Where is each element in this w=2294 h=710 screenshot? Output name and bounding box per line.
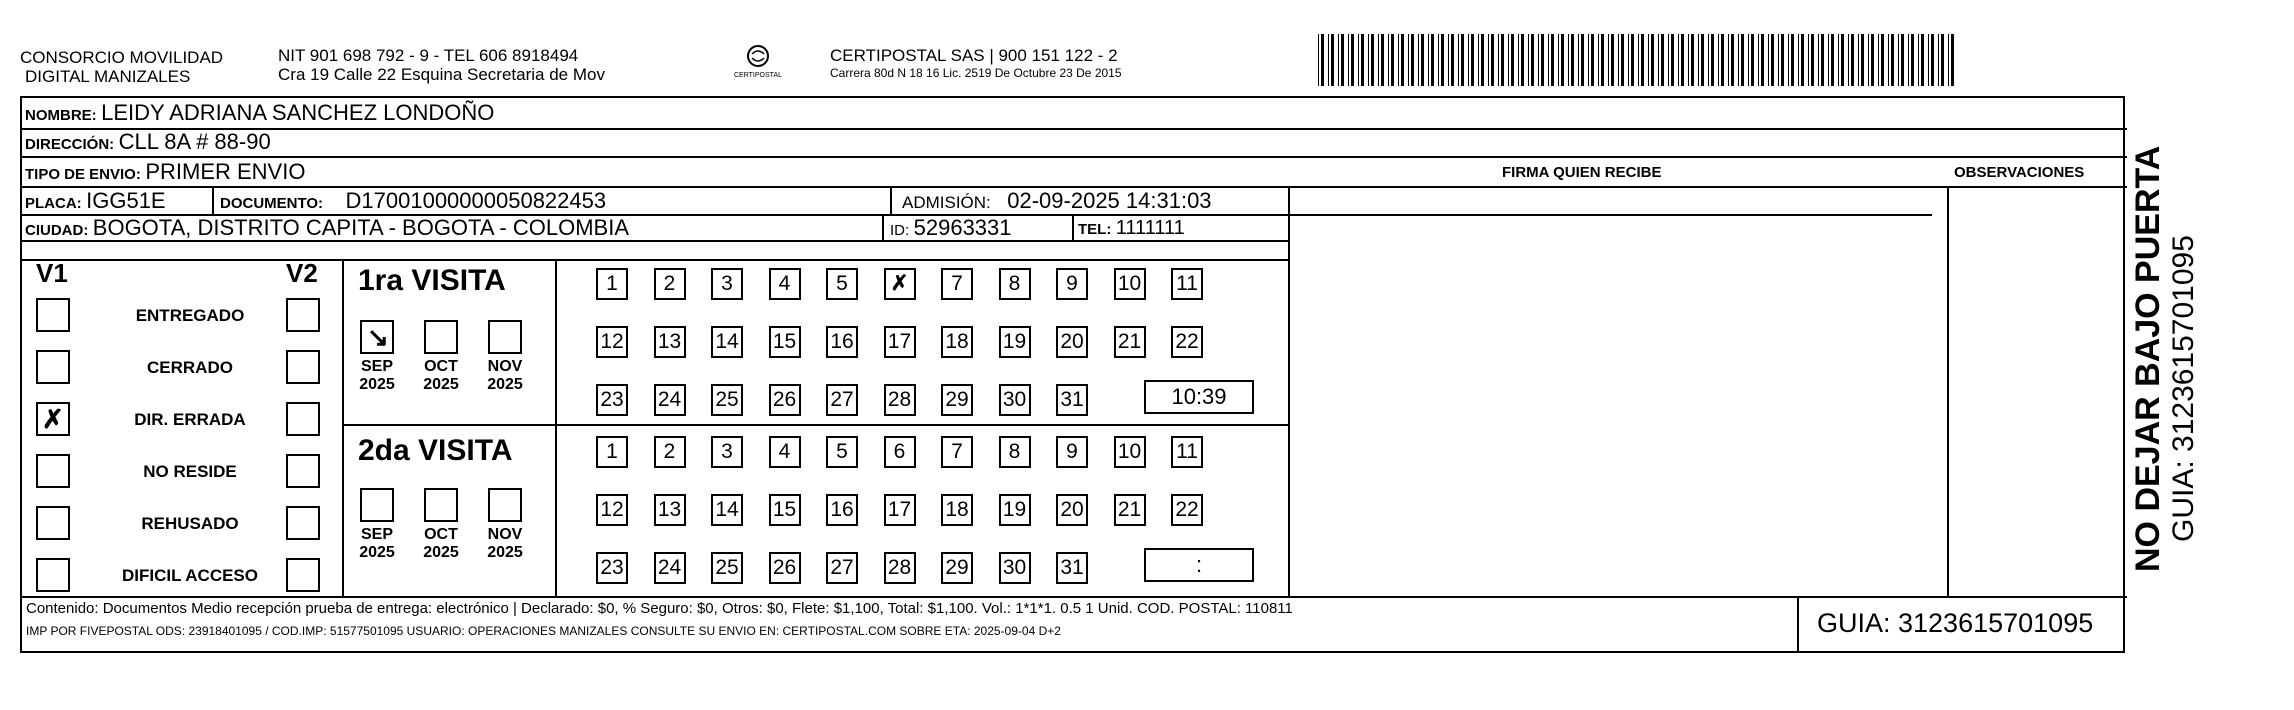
documento-value: D17001000000050822453 [345, 188, 607, 213]
side-warning: NO DEJAR BAJO PUERTA [2129, 145, 2167, 572]
barcode-bar [1431, 34, 1434, 86]
barcode-bar [1661, 34, 1664, 86]
visit1-title: 1ra VISITA [358, 264, 506, 297]
courier-line: CERTIPOSTAL SAS | 900 151 122 - 2 [830, 46, 1118, 65]
barcode-bar [1408, 34, 1409, 86]
month-year: 2025 [359, 376, 395, 393]
day-checkbox[interactable]: 23 [596, 552, 628, 584]
month-label [480, 526, 530, 562]
barcode-bar [1908, 34, 1909, 86]
barcode-bar [1838, 34, 1839, 86]
day-checkbox[interactable]: 29 [941, 552, 973, 584]
nombre-row [25, 100, 494, 129]
day-checkbox[interactable]: 27 [826, 552, 858, 584]
documento-label: DOCUMENTO: [220, 195, 324, 212]
barcode-bar [1458, 34, 1459, 86]
firma-header [1502, 160, 1661, 186]
day-checkbox[interactable]: 30 [999, 384, 1031, 416]
barcode-bar [1418, 34, 1419, 86]
v1-checkbox[interactable] [36, 506, 70, 540]
barcode-bar [1671, 34, 1674, 86]
month-label [416, 358, 466, 394]
direccion-row [25, 129, 271, 158]
tel-value: 1111111 [1115, 217, 1185, 239]
month-year: 2025 [423, 376, 459, 393]
side-guia: GUIA: 3123615701095 [2167, 235, 2200, 542]
barcode-bar [1831, 34, 1834, 86]
day-checkbox[interactable]: 16 [826, 326, 858, 358]
day-checkbox[interactable]: 7 [941, 436, 973, 468]
day-checkbox[interactable]: 10 [1114, 268, 1146, 300]
barcode-bar [1868, 34, 1869, 86]
barcode-bar [1638, 34, 1639, 86]
barcode-bar [1438, 34, 1439, 86]
barcode-bar [1828, 34, 1829, 86]
day-checkbox[interactable]: 5 [826, 268, 858, 300]
courier-info [830, 46, 1122, 81]
barcode-bar [1481, 34, 1484, 86]
barcode-bar [1871, 34, 1874, 86]
barcode-bar [1578, 34, 1579, 86]
month-checkbox[interactable] [424, 320, 458, 354]
day-checkbox[interactable]: 11 [1171, 436, 1203, 468]
direccion-value: CLL 8A # 88-90 [118, 129, 271, 154]
day-checkbox[interactable]: 24 [654, 552, 686, 584]
barcode-bar [1911, 34, 1914, 86]
day-checkbox[interactable]: 19 [999, 494, 1031, 526]
day-checkbox[interactable]: 22 [1171, 326, 1203, 358]
barcode-bar [1761, 34, 1764, 86]
barcode-bar [1371, 34, 1374, 86]
barcode-bar [1338, 34, 1339, 86]
day-checkbox[interactable]: 19 [999, 326, 1031, 358]
documento-row [220, 188, 606, 217]
admision-row [902, 188, 1212, 217]
barcode-bar [1511, 34, 1514, 86]
tipo-row [25, 159, 305, 188]
company-name [20, 48, 223, 86]
side-text [2128, 92, 2200, 572]
barcode-bar [1568, 34, 1569, 86]
barcode-bar [1471, 34, 1474, 86]
month-label [352, 358, 402, 394]
barcode-bar [1888, 34, 1889, 86]
barcode-bar [1601, 34, 1604, 86]
day-checkbox[interactable]: 4 [769, 268, 801, 300]
month-name: NOV [487, 526, 523, 543]
day-checkbox[interactable]: 12 [596, 326, 628, 358]
barcode-bar [1518, 34, 1519, 86]
v1-label: V1 [36, 258, 68, 288]
v2-checkbox[interactable] [286, 454, 320, 488]
day-checkbox[interactable]: 21 [1114, 494, 1146, 526]
barcode-bar [1758, 34, 1759, 86]
day-checkbox[interactable]: 16 [826, 494, 858, 526]
month-checkbox[interactable] [424, 488, 458, 522]
barcode-bar [1861, 34, 1864, 86]
delivery-form [20, 96, 2125, 653]
barcode-bar [1848, 34, 1849, 86]
nombre-label: NOMBRE: [25, 107, 97, 124]
firma-label: FIRMA QUIEN RECIBE [1502, 164, 1662, 181]
barcode-bar [1728, 34, 1729, 86]
barcode-bar [1571, 34, 1574, 86]
company-line-1: CONSORCIO MOVILIDAD [20, 48, 224, 67]
day-checkbox[interactable]: 9 [1056, 436, 1088, 468]
day-checkbox[interactable]: 1 [596, 268, 628, 300]
tel-row [1078, 215, 1185, 243]
day-checkbox[interactable]: 25 [711, 552, 743, 584]
day-checkbox[interactable]: 12 [596, 494, 628, 526]
day-checkbox[interactable]: 6 [884, 436, 916, 468]
month-year: 2025 [487, 376, 523, 393]
nit-line: NIT 901 698 792 - 9 - TEL 606 8918494 [278, 46, 579, 65]
v2-checkbox[interactable] [286, 298, 320, 332]
month-checkbox[interactable] [488, 488, 522, 522]
barcode [1318, 34, 1968, 86]
barcode-bar [1381, 34, 1384, 86]
day-checkbox[interactable]: 10 [1114, 436, 1146, 468]
day-checkbox[interactable]: 2 [654, 268, 686, 300]
day-checkbox[interactable]: 7 [941, 268, 973, 300]
day-checkbox[interactable]: 14 [711, 326, 743, 358]
barcode-bar [1631, 34, 1634, 86]
barcode-bar [1711, 34, 1714, 86]
address-line: Cra 19 Calle 22 Esquina Secretaria de Mov [278, 65, 605, 84]
barcode-bar [1561, 34, 1564, 86]
barcode-bar [1921, 34, 1924, 86]
barcode-bar [1681, 34, 1684, 86]
v1-checkbox[interactable] [36, 298, 70, 332]
barcode-bar [1521, 34, 1524, 86]
month-year: 2025 [359, 544, 395, 561]
day-checkbox[interactable]: 17 [884, 326, 916, 358]
barcode-bar [1941, 34, 1944, 86]
barcode-bar [1841, 34, 1844, 86]
day-checkbox[interactable]: 15 [769, 326, 801, 358]
barcode-bar [1361, 34, 1364, 86]
barcode-bar [1658, 34, 1659, 86]
barcode-bar [1608, 34, 1609, 86]
placa-row [25, 188, 166, 217]
barcode-bar [1918, 34, 1919, 86]
barcode-bar [1898, 34, 1899, 86]
day-checkbox[interactable]: 21 [1114, 326, 1146, 358]
tel-label: TEL: [1078, 221, 1112, 238]
barcode-bar [1551, 34, 1554, 86]
v1-checkbox[interactable] [36, 350, 70, 384]
status-option-label: REHUSADO [141, 514, 239, 533]
barcode-bar [1391, 34, 1394, 86]
barcode-bar [1878, 34, 1879, 86]
admision-value: 02-09-2025 14:31:03 [1007, 188, 1212, 213]
barcode-bar [1821, 34, 1824, 86]
barcode-bar [1731, 34, 1734, 86]
barcode-bar [1611, 34, 1614, 86]
placa-label: PLACA: [25, 195, 82, 212]
certipostal-logo [728, 42, 788, 86]
month-checkbox[interactable] [488, 320, 522, 354]
day-checkbox[interactable]: 11 [1171, 268, 1203, 300]
barcode-bar [1851, 34, 1854, 86]
check-mark-icon: ↘ [367, 322, 389, 352]
day-checkbox[interactable]: 28 [884, 384, 916, 416]
barcode-bar [1428, 34, 1429, 86]
barcode-bar [1738, 34, 1739, 86]
barcode-bar [1788, 34, 1789, 86]
barcode-bar [1541, 34, 1544, 86]
ciudad-row [25, 215, 629, 244]
id-row [890, 215, 1012, 244]
barcode-bar [1818, 34, 1819, 86]
observaciones-header [1954, 160, 2084, 186]
month-name: SEP [360, 358, 393, 375]
month-name: SEP [360, 526, 393, 543]
month-checkbox[interactable] [360, 488, 394, 522]
day-checkbox[interactable]: 25 [711, 384, 743, 416]
barcode-bar [1411, 34, 1414, 86]
barcode-bar [1808, 34, 1809, 86]
day-checkbox[interactable]: ✗ [884, 268, 916, 300]
barcode-bar [1741, 34, 1744, 86]
check-mark-icon: ✗ [42, 404, 64, 434]
barcode-bar [1528, 34, 1529, 86]
id-label: ID: [890, 222, 910, 239]
imp-line: IMP POR FIVEPOSTAL ODS: 23918401095 / COD.IMP: 51577501095 USUARIO: OPERACIONES MANIZALES CONSULTE SU ENVIO EN: CERTIPOSTAL.COM SOBRE ETA: 2025-09-04 D+2 [26, 624, 1061, 638]
barcode-bar [1791, 34, 1794, 86]
logo-icon [728, 42, 788, 86]
day-checkbox[interactable]: 13 [654, 494, 686, 526]
month-name: OCT [424, 526, 458, 543]
barcode-bar [1618, 34, 1619, 86]
v2-checkbox[interactable] [286, 402, 320, 436]
v2-checkbox[interactable] [286, 558, 320, 592]
v1-checkbox[interactable] [36, 558, 70, 592]
barcode-bar [1621, 34, 1624, 86]
barcode-bar [1358, 34, 1359, 86]
barcode-bar [1668, 34, 1669, 86]
barcode-bar [1538, 34, 1539, 86]
ciudad-value: BOGOTA, DISTRITO CAPITA - BOGOTA - COLOMBIA [92, 215, 629, 240]
barcode-bar [1488, 34, 1489, 86]
contenido-line: Contenido: Documentos Medio recepción prueba de entrega: electrónico | Declarado: $0, % Seguro: $0, Otros: $0, Flete: $1,100, Total: $1,100. Vol.: 1*1*1. 0.5 1 Unid. COD. POSTAL: 110811 [26, 600, 1293, 617]
day-checkbox[interactable]: 20 [1056, 326, 1088, 358]
v2-checkbox[interactable] [286, 350, 320, 384]
status-option-label: CERRADO [147, 358, 233, 377]
visit2-title: 2da VISITA [358, 434, 513, 467]
barcode-bar [1388, 34, 1389, 86]
barcode-bar [1331, 34, 1334, 86]
day-checkbox[interactable]: 14 [711, 494, 743, 526]
barcode-bar [1401, 34, 1404, 86]
month-label [480, 358, 530, 394]
barcode-bar [1581, 34, 1584, 86]
barcode-bar [1688, 34, 1689, 86]
barcode-bar [1368, 34, 1369, 86]
barcode-bar [1768, 34, 1769, 86]
barcode-bar [1328, 34, 1329, 86]
barcode-bar [1548, 34, 1549, 86]
day-checkbox[interactable]: 18 [941, 326, 973, 358]
barcode-bar [1751, 34, 1754, 86]
barcode-bar [1588, 34, 1589, 86]
barcode-bar [1801, 34, 1804, 86]
barcode-bar [1348, 34, 1349, 86]
barcode-bar [1708, 34, 1709, 86]
barcode-bar [1441, 34, 1444, 86]
barcode-bar [1881, 34, 1884, 86]
barcode-bar [1448, 34, 1449, 86]
barcode-bar [1781, 34, 1784, 86]
month-name: OCT [424, 358, 458, 375]
barcode-bar [1948, 34, 1949, 86]
v1-checkbox[interactable] [36, 454, 70, 488]
day-checkbox[interactable]: 15 [769, 494, 801, 526]
barcode-bar [1478, 34, 1479, 86]
barcode-bar [1721, 34, 1724, 86]
barcode-bar [1628, 34, 1629, 86]
day-checkbox[interactable]: 24 [654, 384, 686, 416]
day-checkbox[interactable]: 1 [596, 436, 628, 468]
day-checkbox[interactable]: 20 [1056, 494, 1088, 526]
barcode-bar [1951, 34, 1954, 86]
direccion-label: DIRECCIÓN: [25, 136, 115, 153]
barcode-bar [1451, 34, 1454, 86]
day-checkbox[interactable]: 29 [941, 384, 973, 416]
barcode-bar [1931, 34, 1934, 86]
barcode-bar [1718, 34, 1719, 86]
month-label [416, 526, 466, 562]
barcode-bar [1341, 34, 1344, 86]
company-line-2: DIGITAL MANIZALES [25, 67, 191, 86]
visit2-time[interactable]: : [1144, 548, 1254, 582]
nombre-value: LEIDY ADRIANA SANCHEZ LONDOÑO [101, 100, 495, 125]
day-checkbox[interactable]: 4 [769, 436, 801, 468]
barcode-bar [1771, 34, 1774, 86]
barcode-bar [1558, 34, 1559, 86]
v1-checkbox[interactable] [36, 402, 70, 436]
status-option-label: DIFICIL ACCESO [121, 566, 258, 585]
visit1-time[interactable]: 10:39 [1144, 380, 1254, 414]
barcode-bar [1498, 34, 1499, 86]
placa-value: IGG51E [86, 188, 166, 213]
admision-label: ADMISIÓN: [902, 193, 991, 212]
barcode-bar [1928, 34, 1929, 86]
day-checkbox[interactable]: 27 [826, 384, 858, 416]
observaciones-label: OBSERVACIONES [1954, 164, 2085, 181]
barcode-bar [1398, 34, 1399, 86]
barcode-bar [1811, 34, 1814, 86]
barcode-bar [1351, 34, 1354, 86]
barcode-bar [1318, 34, 1319, 86]
day-checkbox[interactable]: 17 [884, 494, 916, 526]
barcode-bar [1891, 34, 1894, 86]
status-option-label: DIR. ERRADA [134, 410, 246, 429]
v2-checkbox[interactable] [286, 506, 320, 540]
barcode-bar [1901, 34, 1904, 86]
status-option-label: NO RESIDE [143, 462, 237, 481]
ciudad-label: CIUDAD: [25, 222, 89, 239]
barcode-bar [1798, 34, 1799, 86]
day-checkbox[interactable]: 8 [999, 436, 1031, 468]
barcode-bar [1678, 34, 1679, 86]
day-checkbox[interactable]: 22 [1171, 494, 1203, 526]
day-checkbox[interactable]: 26 [769, 552, 801, 584]
day-checkbox[interactable]: 3 [711, 268, 743, 300]
barcode-bar [1501, 34, 1504, 86]
barcode-bar [1421, 34, 1424, 86]
barcode-bar [1491, 34, 1494, 86]
barcode-bar [1598, 34, 1599, 86]
day-checkbox[interactable]: 26 [769, 384, 801, 416]
courier-address: Carrera 80d N 18 16 Lic. 2519 De Octubre 23 De 2015 [830, 66, 1122, 80]
month-label [352, 526, 402, 562]
day-checkbox[interactable]: 28 [884, 552, 916, 584]
company-details [278, 46, 605, 84]
barcode-bar [1508, 34, 1509, 86]
barcode-bar [1531, 34, 1534, 86]
day-checkbox[interactable]: 31 [1056, 552, 1088, 584]
barcode-bar [1321, 34, 1324, 86]
barcode-bar [1858, 34, 1859, 86]
barcode-bar [1691, 34, 1694, 86]
barcode-bar [1698, 34, 1699, 86]
barcode-bar [1648, 34, 1649, 86]
tipo-value: PRIMER ENVIO [145, 159, 306, 184]
barcode-bar [1378, 34, 1379, 86]
barcode-bar [1748, 34, 1749, 86]
day-checkbox[interactable]: 31 [1056, 384, 1088, 416]
id-value: 52963331 [913, 215, 1012, 240]
month-year: 2025 [423, 544, 459, 561]
month-checkbox[interactable] [360, 320, 394, 354]
barcode-bar [1591, 34, 1594, 86]
day-checkbox[interactable]: 18 [941, 494, 973, 526]
barcode-bar [1641, 34, 1644, 86]
day-checkbox[interactable]: 5 [826, 436, 858, 468]
day-checkbox[interactable]: 9 [1056, 268, 1088, 300]
day-checkbox[interactable]: 3 [711, 436, 743, 468]
logo-text: CERTIPOSTAL [734, 72, 782, 79]
day-checkbox[interactable]: 2 [654, 436, 686, 468]
barcode-bar [1651, 34, 1654, 86]
barcode-bar [1468, 34, 1469, 86]
footer-guia: GUIA: 3123615701095 [1817, 608, 2094, 638]
month-name: NOV [487, 358, 523, 375]
day-checkbox[interactable]: 30 [999, 552, 1031, 584]
month-year: 2025 [487, 544, 523, 561]
barcode-bar [1461, 34, 1464, 86]
barcode-bar [1778, 34, 1779, 86]
status-option-label: ENTREGADO [135, 306, 245, 325]
barcode-bar [1701, 34, 1704, 86]
day-checkbox[interactable]: 8 [999, 268, 1031, 300]
day-checkbox[interactable]: 13 [654, 326, 686, 358]
day-checkbox[interactable]: 23 [596, 384, 628, 416]
v2-label: V2 [286, 258, 318, 288]
tipo-label: TIPO DE ENVIO: [25, 166, 141, 183]
barcode-bar [1938, 34, 1939, 86]
